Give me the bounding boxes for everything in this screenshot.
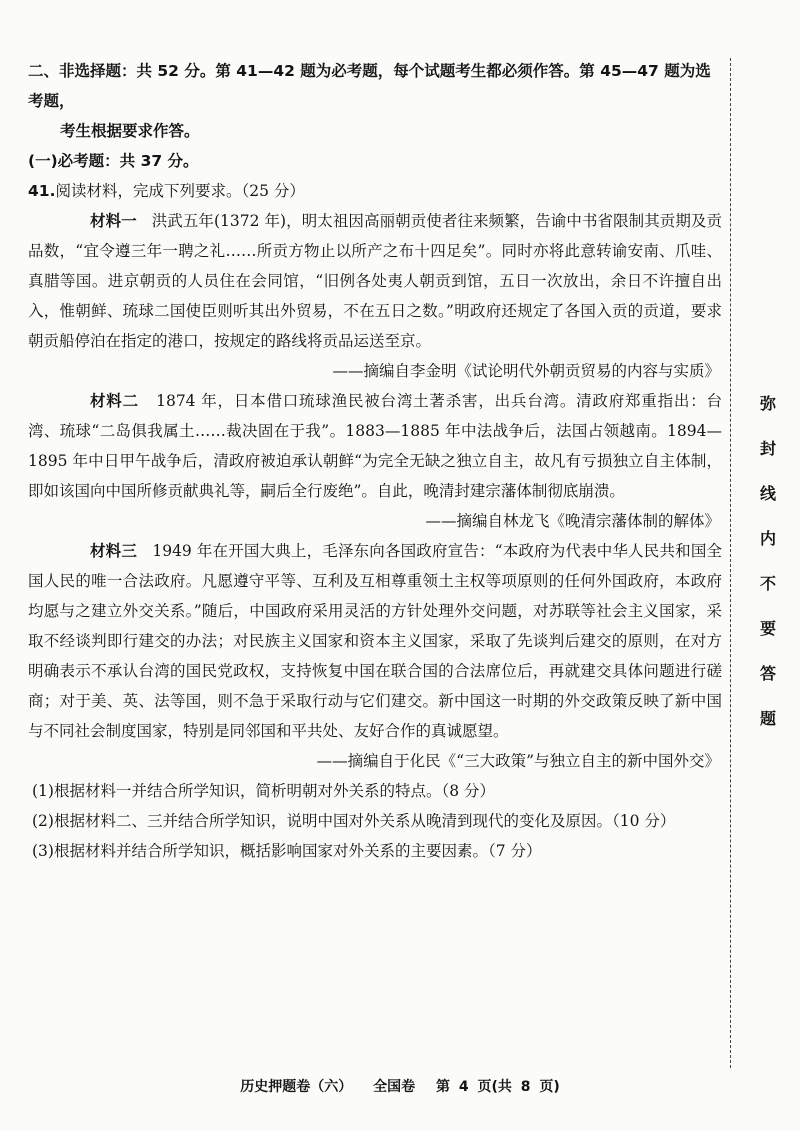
- question-prompt-text: 阅读材料，完成下列要求。（25 分）: [55, 182, 305, 200]
- seal-char: 题: [759, 709, 776, 728]
- material-2: [28, 386, 722, 506]
- seal-char: 答: [759, 664, 776, 683]
- material-1-text: 洪武五年(1372 年)，明太祖因高丽朝贡使者往来频繁，告谕中书省限制其贡期及贡品数，“宜令遵三年一聘之礼……所贡方物止以所产之布十四足矣”。同时亦将此意转谕安南、爪哇、真腊等国。进京朝贡的人员住在会同馆，“旧例各处夷人朝贡到馆，五日一次放出，余日不许擅自出入，惟朝鲜、琉球二国使臣则听其出外贸易，不在五日之数。”明政府还规定了各国入贡的贡道，要求朝贡船停泊在指定的港口，按规定的路线将贡品运送至京。: [28, 212, 722, 350]
- seal-char: 不: [759, 574, 776, 593]
- seal-line-notice: [758, 395, 778, 755]
- section-heading-line2: 考生根据要求作答。: [60, 122, 200, 140]
- section-heading-line1: 二、非选择题：共 52 分。第 41—42 题为必考题，每个试题考生都必须作答。第 45—47 题为选考题，: [28, 62, 711, 110]
- material-2-label: 材料二: [90, 392, 139, 410]
- sub-question-2: (2)根据材料二、三并结合所学知识，说明中国对外关系从晚清到现代的变化及原因。（10 分）: [32, 812, 676, 830]
- material-3-text: 1949 年在开国大典上，毛泽东向各国政府宣告：“本政府为代表中华人民共和国全国人民的唯一合法政府。凡愿遵守平等、互利及互相尊重领土主权等项原则的任何外国政府，本政府均愿与之建立外交关系。”随后，中国政府采用灵活的方针处理外交问题，对苏联等社会主义国家，采取不经谈判即行建交的办法；对民族主义国家和资本主义国家，采取了先谈判后建交的原则，在对方明确表示不承认台湾的国民党政权，支持恢复中国在联合国的合法席位后，再就建交具体问题进行磋商；对于美、英、法等国，则不急于采取行动与它们建交。新中国这一时期的外交政策反映了新中国与不同社会制度国家，特别是同邻国和平共处、友好合作的真诚愿望。: [28, 542, 723, 740]
- sub-question-1: (1)根据材料一并结合所学知识，简析明朝对外关系的特点。（8 分）: [32, 782, 495, 800]
- seal-char: 要: [759, 619, 776, 638]
- seal-char: 弥: [759, 394, 776, 413]
- sub-heading: (一)必考题：共 37 分。: [28, 152, 199, 170]
- seal-line: [730, 58, 731, 1068]
- seal-char: 线: [759, 484, 776, 503]
- footer-scope: 全国卷: [373, 1079, 416, 1095]
- footer-subject: 历史押题卷（六）: [240, 1079, 353, 1095]
- material-2-text: 1874 年，日本借口琉球渔民被台湾土著杀害，出兵台湾。清政府郑重指出：台湾、琉球“二岛俱我属土……裁决固在于我”。1883—1885 年中法战争后，法国占领越南。1894—1895 年中日甲午战争后，清政府被迫承认朝鲜“为完全无缺之独立自主，故凡有亏损独立自主体制，即如该国向中国所修贡献典礼等，嗣后全行废绝”。自此，晚清封建宗藩体制彻底崩溃。: [28, 392, 722, 500]
- material-1-label: 材料一: [90, 212, 137, 230]
- question-number: 41.: [28, 182, 56, 200]
- page-footer: [0, 1076, 800, 1096]
- sub-question-3: (3)根据材料并结合所学知识，概括影响国家对外关系的主要因素。（7 分）: [32, 842, 542, 860]
- seal-char: 内: [759, 529, 776, 548]
- seal-char: 封: [759, 439, 776, 458]
- question-content: [28, 56, 722, 866]
- material-1-source: ——摘编自李金明《试论明代外朝贡贸易的内容与实质》: [332, 362, 720, 380]
- material-2-source: ——摘编自林龙飞《晚清宗藩体制的解体》: [425, 512, 720, 530]
- material-3: [28, 536, 722, 746]
- material-1: [28, 206, 722, 356]
- question-prompt: [28, 176, 722, 206]
- material-3-label: 材料三: [90, 542, 138, 560]
- footer-page-number: 第 4 页(共 8 页): [435, 1079, 560, 1095]
- material-3-source: ——摘编自于化民《“三大政策”与独立自主的新中国外交》: [316, 752, 720, 770]
